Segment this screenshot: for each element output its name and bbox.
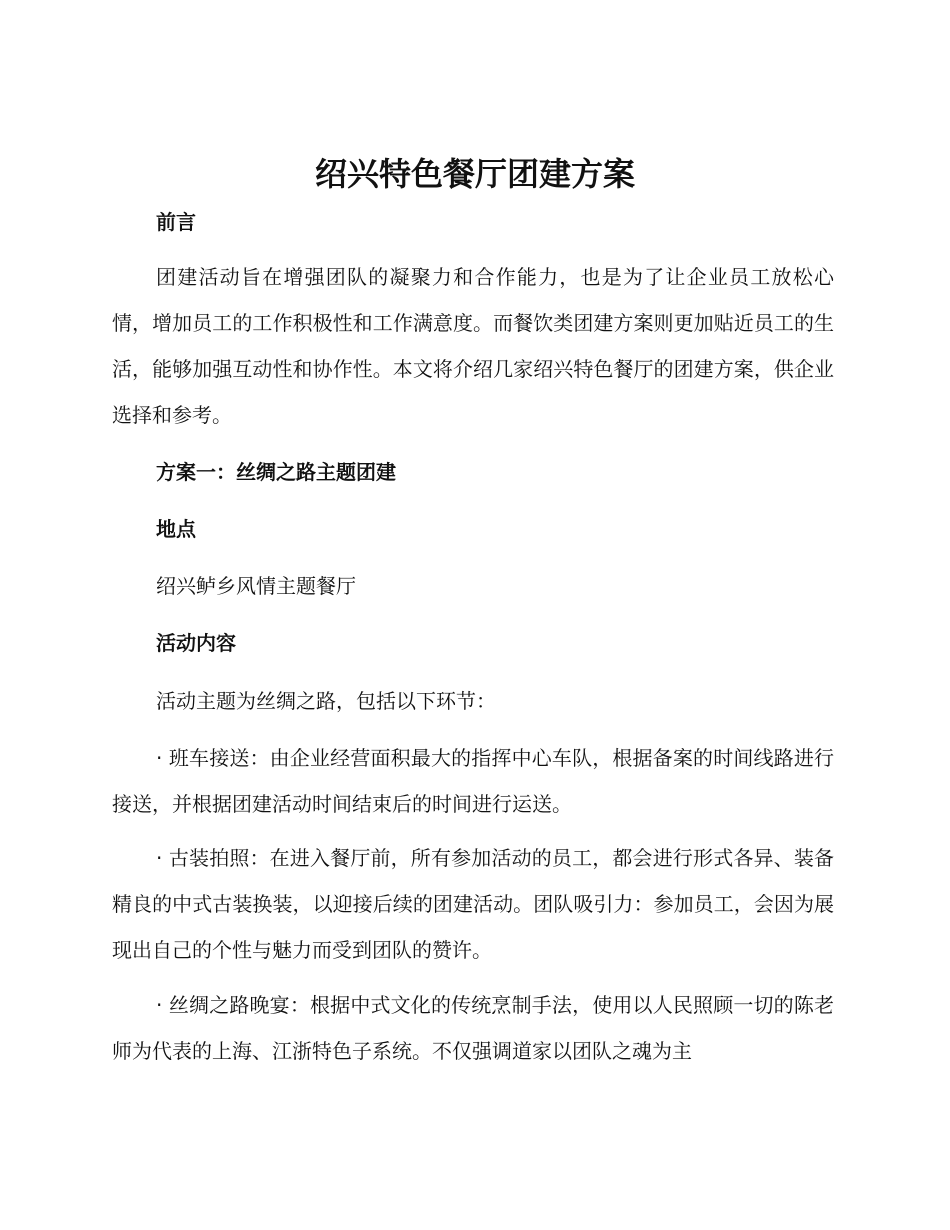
location-text: 绍兴鲈乡风情主题餐厅 [156, 574, 356, 598]
bullet-costume-photo: · 古装拍照：在进入餐厅前，所有参加活动的员工，都会进行形式各异、装备精良的中式古装换装，以迎接后续的团建活动。团队吸引力：参加员工，会因为展现出自己的个性与魅力而受到团队的赞许。 [112, 846, 834, 962]
plan1-heading: 方案一：丝绸之路主题团建 [156, 460, 396, 484]
bullet-silk-road-dinner: · 丝绸之路晚宴：根据中式文化的传统烹制手法，使用以人民照顾一切的陈老师为代表的上海、江浙特色子系统。不仅强调道家以团队之魂为主 [112, 993, 834, 1063]
document-title: 绍兴特色餐厅团建方案 [314, 155, 635, 193]
activity-intro: 活动主题为丝绸之路，包括以下环节： [156, 689, 496, 713]
activity-heading: 活动内容 [156, 631, 236, 655]
bullet-shuttle: · 班车接送：由企业经营面积最大的指挥中心车队，根据备案的时间线路进行接送，并根据团建活动时间结束后的时间进行运送。 [112, 746, 834, 816]
intro-paragraph: 团建活动旨在增强团队的凝聚力和合作能力，也是为了让企业员工放松心情，增加员工的工作积极性和工作满意度。而餐饮类团建方案则更加贴近员工的生活，能够加强互动性和协作性。本文将介绍几家绍兴特色餐厅的团建方案，供企业选择和参考。 [112, 265, 834, 427]
location-heading: 地点 [156, 517, 196, 541]
intro-heading: 前言 [156, 210, 196, 234]
